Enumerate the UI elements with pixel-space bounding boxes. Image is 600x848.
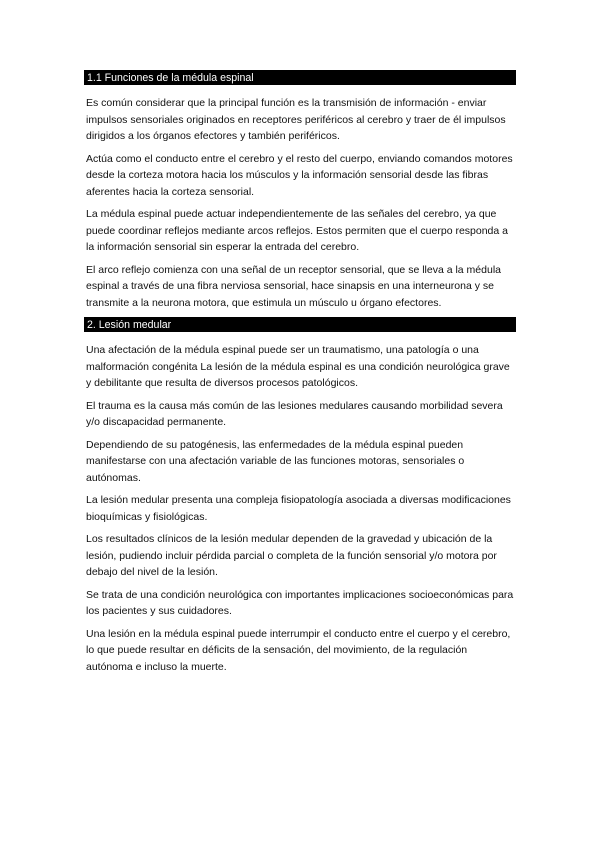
paragraph: El trauma es la causa más común de las lesiones medulares causando morbilidad severa y/o discapacidad permanente. [86,399,503,428]
paragraph: La médula espinal puede actuar independientemente de las señales del cerebro, ya que puede coordinar reflejos mediante arcos reflejos. Estos permiten que el cuerpo responda a la información sensorial sin esperar la entrada del cerebro. [86,208,508,253]
paragraph: Actúa como el conducto entre el cerebro y el resto del cuerpo, enviando comandos motores desde la corteza motora hacia los músculos y la información sensorial desde las fibras aferentes hacia la corteza sensorial. [86,152,513,198]
section-lesion-medular [84,317,516,675]
paragraph: El arco reflejo comienza con una señal de un receptor sensorial, que se lleva a la médula espinal a través de una fibra nerviosa sensorial, hace sinapsis en una interneurona y se transmite a la neurona motora, que estimula un músculo u órgano efectores. [86,263,501,309]
section-funciones [84,70,516,311]
paragraph: Se trata de una condición neurológica con importantes implicaciones socioeconómicas para los pacientes y sus cuidadores. [86,588,514,617]
paragraph: Una afectación de la médula espinal puede ser un traumatismo, una patología o una malformación congénita La lesión de la médula espinal es una condición neurológica grave y debilitante que resulta de diversos procesos patológicos. [86,344,510,389]
document-page [84,70,516,681]
paragraph: Los resultados clínicos de la lesión medular dependen de la gravedad y ubicación de la lesión, pudiendo incluir pérdida parcial o completa de la función sensorial y/o motora por debajo del nivel de la lesión. [86,533,497,578]
section-heading: 1.1 Funciones de la médula espinal [84,70,516,85]
paragraph: Dependiendo de su patogénesis, las enfermedades de la médula espinal pueden manifestarse con una afectación variable de las funciones motoras, sensoriales o autónomas. [86,438,465,484]
paragraph: Es común considerar que la principal función es la transmisión de información - enviar impulsos sensoriales originados en receptores periféricos al cerebro y traer de él impulsos dirigidos a los órganos efectores y también periféricos. [86,97,506,142]
paragraph: Una lesión en la médula espinal puede interrumpir el conducto entre el cuerpo y el cerebro, lo que puede resultar en déficits de la sensación, del movimiento, de la regulación autónoma e incluso la muerte. [86,627,511,673]
paragraph: La lesión medular presenta una compleja fisiopatología asociada a diversas modificaciones bioquímicas y fisiológicas. [86,494,511,523]
section-heading: 2. Lesión medular [84,317,516,332]
